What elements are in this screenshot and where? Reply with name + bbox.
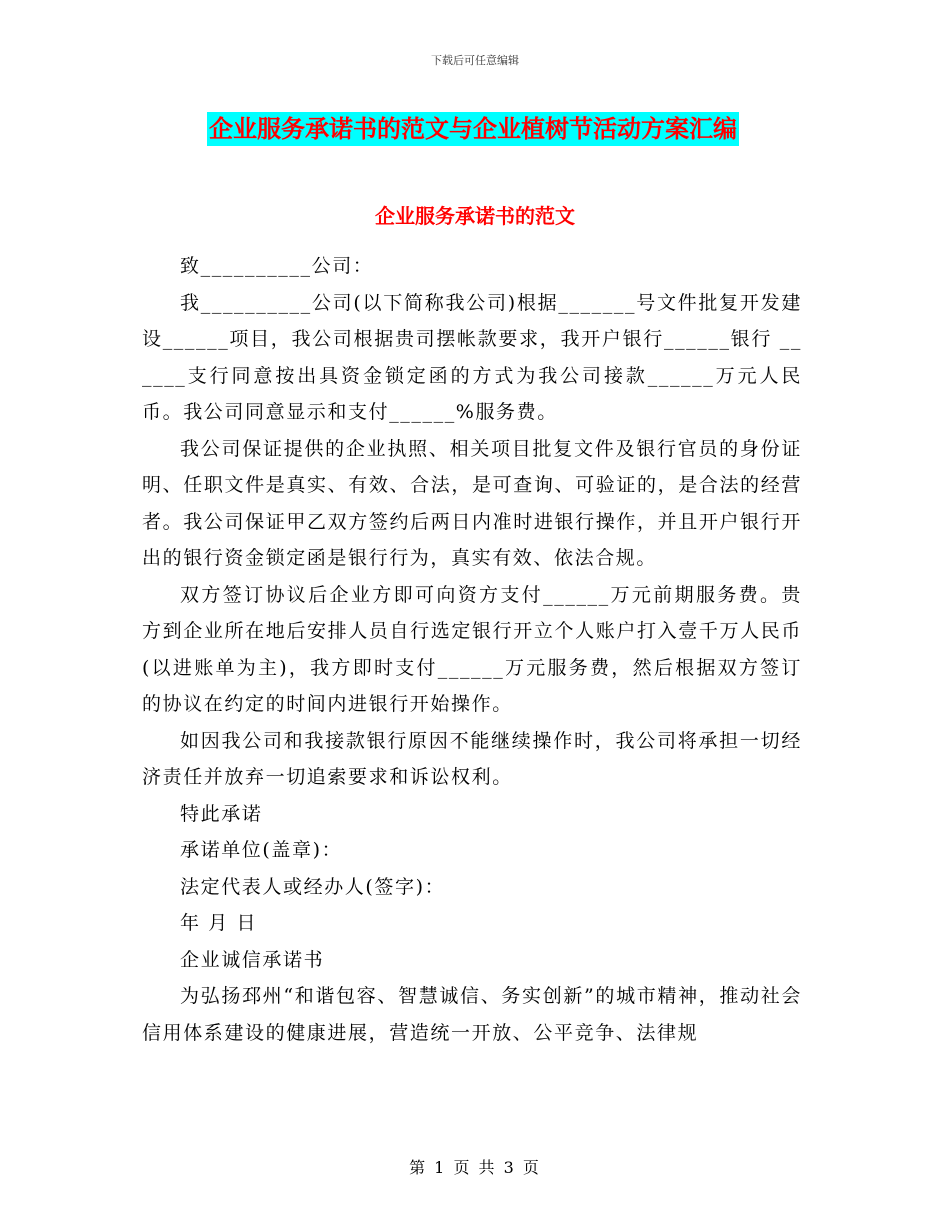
page-footer: 第 1 页 共 3 页	[409, 1158, 541, 1177]
paragraph: 我__________公司(以下简称我公司)根据_______号文件批复开发建设______项目，我公司根据贵司摆帐款要求，我开户银行______银行 ______支行同意按出具资金锁定函的方式为我公司接款______万元人民币。我公司同意显示和支付______%服务费。	[142, 291, 802, 423]
document-body	[142, 248, 802, 1051]
paragraph: 我公司保证提供的企业执照、相关项目批复文件及银行官员的身份证明、任职文件是真实、有效、合法，是可查询、可验证的，是合法的经营者。我公司保证甲乙双方签约后两日内准时进银行操作，并且开户银行开出的银行资金锁定函是银行行为，真实有效、依法合规。	[142, 437, 802, 569]
paragraph: 双方签订协议后企业方即可向资方支付______万元前期服务费。贵方到企业所在地后安排人员自行选定银行开立个人账户打入壹千万人民币(以进账单为主)，我方即时支付______万元服务费，然后根据双方签订的协议在约定的时间内进银行开始操作。	[142, 583, 802, 715]
main-title: 企业服务承诺书的范文与企业植树节活动方案汇编	[207, 112, 739, 146]
header-note: 下载后可任意编辑	[431, 54, 519, 67]
paragraph-signatory-unit: 承诺单位(盖章)：	[180, 839, 343, 861]
paragraph-date: 年 月 日	[180, 912, 258, 934]
paragraph-salutation: 致__________公司：	[180, 255, 374, 277]
paragraph-signatory-person: 法定代表人或经办人(签字)：	[180, 875, 446, 898]
section-title: 企业服务承诺书的范文	[375, 204, 575, 228]
paragraph-subheading: 企业诚信承诺书	[180, 948, 325, 971]
paragraph: 如因我公司和我接款银行原因不能继续操作时，我公司将承担一切经济责任并放弃一切追索要求和诉讼权利。	[142, 729, 802, 788]
paragraph-closing: 特此承诺	[180, 802, 263, 825]
paragraph: 为弘扬邳州“和谐包容、智慧诚信、务实创新”的城市精神，推动社会信用体系建设的健康进展，营造统一开放、公平竞争、法律规	[142, 985, 802, 1044]
